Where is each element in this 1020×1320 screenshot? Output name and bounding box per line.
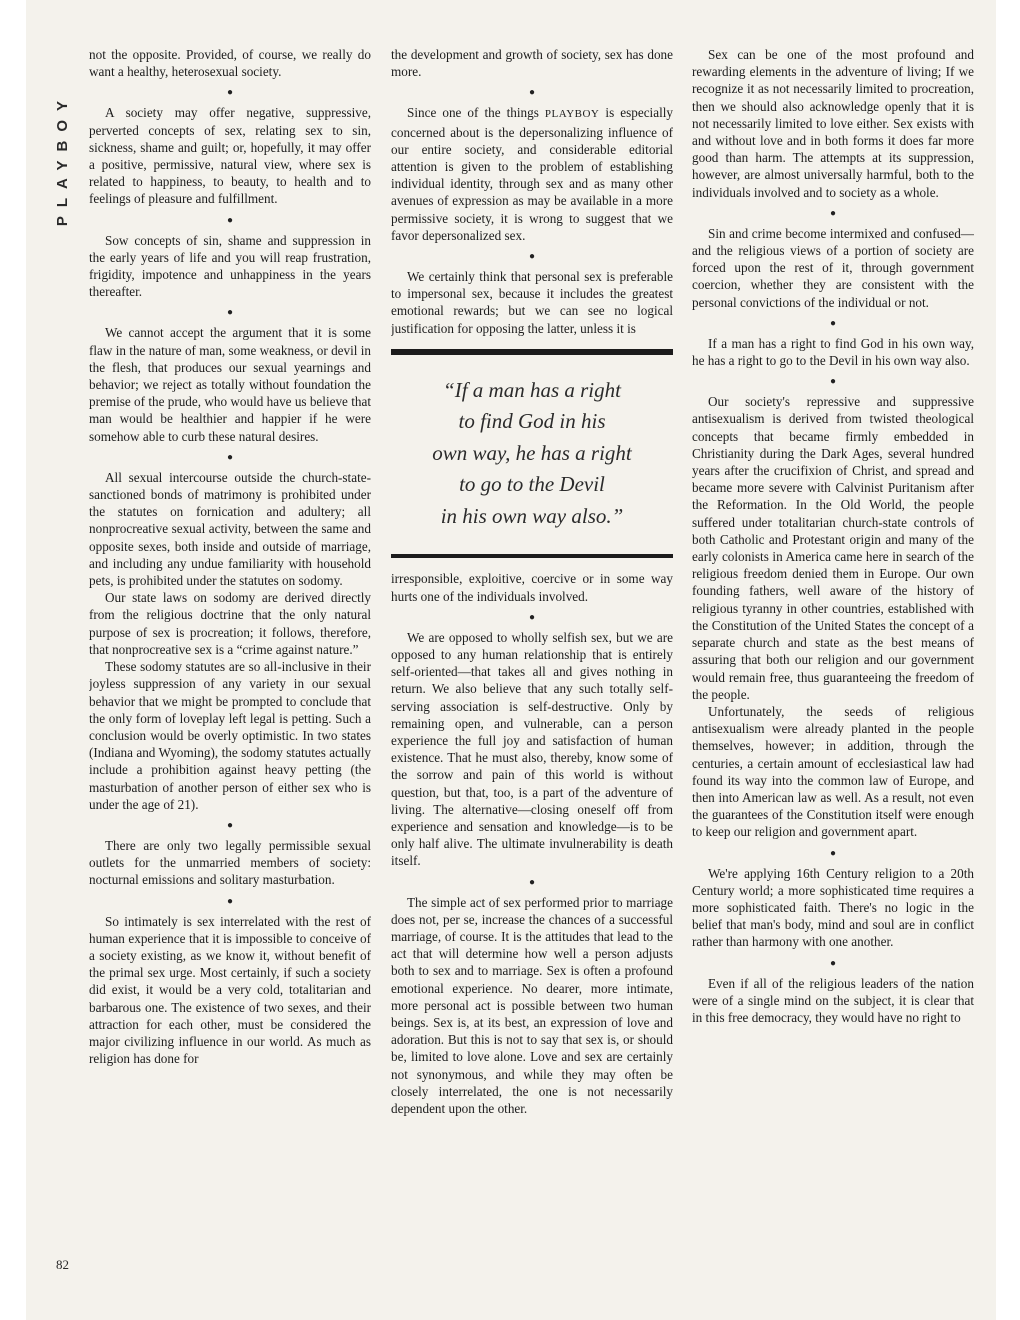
section-bullet: ●	[226, 87, 234, 99]
masthead-text: PLAYBOY	[54, 91, 71, 226]
pull-quote-line: to go to the Devil	[459, 472, 605, 497]
paragraph: We are opposed to wholly selfish sex, but we are opposed to any human relationship that is entirely self-oriented—that takes all and gives nothing in return. We also believe that any such totally self-serving association is self-destructive. Only by remaining open, and vulnerable, can a person experience the full joy and satisfaction of human existence. That he must also, thereby, know some of the sorrow and pain of this world is without question, but that, too, is a part of the adventure of living. The alternative—closing oneself off from experience and sensation and knowledge—is to be only half alive. The ultimate invulnerability is death itself.	[391, 629, 673, 869]
paragraph: Since one of the things PLAYBOY is especially concerned about is the depersonalizing influence of our entire society, and considerable editorial attention is given to the problem of establishing individual identity, through sex and as many other avenues of expression as may be available in a more permissive society, it is wrong to suggest that we favor depersonalized sex.	[391, 105, 673, 243]
section-bullet: ●	[528, 611, 536, 623]
page-number: 82	[56, 1257, 69, 1272]
pull-quote-line: own way, he has a right	[432, 440, 632, 465]
column-3	[692, 46, 974, 1286]
paragraph: The simple act of sex performed prior to marriage does not, per se, increase the chances of a successful marriage, of course. It is the attitudes that lead to the act that will determine how well a person adjusts both to sex and to marriage. Sex is often a profound emotional experience. No dearer, more intimate, more personal act is possible between two human beings. Sex is, at its best, an expression of love and adoration. But this is not to say that sex is, or should be, limited to love alone. Love and sex are certainly not synonymous, and while they may often be closely interrelated, the one is not necessarily dependent upon the other.	[391, 894, 673, 1117]
pull-quote-line: in his own way also.”	[440, 503, 624, 528]
paragraph: not the opposite. Provided, of course, we really do want a healthy, heterosexual society.	[89, 47, 371, 80]
paragraph: irresponsible, exploitive, coercive or in some way hurts one of the individuals involved.	[391, 571, 673, 604]
paragraph: Unfortunately, the seeds of religious antisexualism were already planted in the people themselves, however; in addition, through the centuries, a certain amount of ecclesiastical law had found its way into the common law of Europe, and then into American law as well. As a result, not even the guarantees of the Constitution itself were enough to keep our religion and government apart.	[692, 703, 974, 840]
masthead	[54, 46, 76, 226]
magazine-name: PLAYBOY	[544, 108, 600, 121]
paragraph: There are only two legally permissible sexual outlets for the unmarried members of society: nocturnal emissions and solitary masturbation.	[89, 837, 371, 888]
section-bullet: ●	[829, 207, 837, 219]
paragraph: Sow concepts of sin, shame and suppression in the early years of life and you will reap frustration, frigidity, impotence and unhappiness in the years thereafter.	[89, 232, 371, 300]
column-1	[89, 46, 371, 1286]
section-bullet: ●	[226, 895, 234, 907]
column-2	[391, 46, 673, 1286]
paragraph: A society may offer negative, suppressive, perverted concepts of sex, relating sex to sin, sickness, shame and guilt; or, hopefully, it may offer a positive, permissive, natural view, where sex is related to happiness, to beauty, to health and to feelings of pleasure and fulfillment.	[89, 105, 371, 207]
section-bullet: ●	[528, 876, 536, 888]
paragraph: All sexual intercourse outside the church-state-sanctioned bonds of matrimony is prohibited under the statutes on fornication and adultery; all nonprocreative sexual activity, between the same and opposite sexes, both inside and outside of marriage, and including any undue familiarity with household pets, is prohibited under the statutes on sodomy.	[89, 469, 371, 589]
paragraph: Sex can be one of the most profound and rewarding elements in the adventure of living; If we recognize it as not necessarily limited to procreation, then we should also acknowledge openly that it is not necessarily limited to love either. Sex exists with and without love and in both forms it does far more good than harm. The attempts at its suppression, however, are almost universally harmful, both to the individuals involved and to society as a whole.	[692, 47, 974, 200]
paragraph: Even if all of the religious leaders of the nation were of a single mind on the subject, it is clear that in this free democracy, they would have no right to	[692, 975, 974, 1025]
section-bullet: ●	[528, 251, 536, 263]
section-bullet: ●	[829, 376, 837, 388]
paragraph: We cannot accept the argument that it is some flaw in the nature of man, some weakness, or devil in the flesh, that produces our sexual yearnings and behavior; we reject as totally without foundation the premise of the prude, who would have us believe that man would be healthier and happier if he were somehow able to curb these natural desires.	[89, 325, 371, 444]
paragraph: So intimately is sex interrelated with the rest of human experience that it is impossible to conceive of a society existing, as we know it, without benefit of the primal sex urge. Most certainly, if such a society did exist, it would be a very cold, totalitarian and barbarous one. The existence of two sexes, and their attraction for each other, must be considered the major civilizing influence in our world. As much as religion has done for	[89, 913, 371, 1067]
pull-quote-line: “If a man has a right	[443, 377, 621, 402]
paragraph: These sodomy statutes are so all-inclusive in their joyless suppression of any variety in our sexual behavior that we might be prompted to conclude that the only form of loveplay left legal is petting. Such a conclusion would be overly optimistic. In two states (Indiana and Wyoming), the sodomy statutes actually include a prohibition against heavy petting (the masturbation of another person of either sex who is under the age of 21).	[89, 659, 371, 812]
pull-quote	[391, 349, 673, 559]
paragraph: Our state laws on sodomy are derived directly from the religious doctrine that the only natural purpose of sex is procreation; it follows, therefore, that nonprocreative sex is a “crime against nature.”	[89, 590, 371, 657]
section-bullet: ●	[226, 451, 234, 463]
section-bullet: ●	[829, 317, 837, 329]
paragraph: the development and growth of society, sex has done more.	[391, 47, 673, 80]
paragraph: We're applying 16th Century religion to a 20th Century world; a more sophisticated time requires a more sophisticated faith. There's no logic in the belief that man's body, mind and soul are in conflict rather than harmony with one another.	[692, 865, 974, 950]
pull-quote-line: to find God in his	[458, 409, 606, 434]
section-bullet: ●	[528, 87, 536, 99]
paragraph: If a man has a right to find God in his own way, he has a right to go to the Devil in his own way also.	[692, 335, 974, 369]
section-bullet: ●	[829, 957, 837, 969]
magazine-page	[26, 0, 996, 1320]
paragraph: We certainly think that personal sex is preferable to impersonal sex, because it includes the greatest emotional rewards; but we can see no logical justification for opposing the latter, unless it is	[391, 269, 673, 336]
paragraph: Sin and crime become intermixed and confused—and the religious views of a portion of society are forced upon the rest of it, through government coercion, whether they are consistent with the personal convictions of the individual or not.	[692, 225, 974, 310]
paragraph: Our society's repressive and suppressive antisexualism is derived from twisted theological concepts that became firmly embedded in Christianity during the Dark Ages, several hundred years after the crucifixion of Christ, and spread and became more severe with Calvinist Puritanism after the Reformation. In the Old World, the people suffered under totalitarian church-state controls of both Catholic and Protestant origin and many of the early colonists in America came here in search of the religious freedom denied them in Europe. Our own founding fathers, well aware of the history of religious tyranny in other countries, established with the Constitution of the United States the concept of a separate church and state as the best means of assuring that both our religion and our government would remain free, thus guaranteeing the freedom of the people.	[692, 394, 974, 702]
section-bullet: ●	[226, 819, 234, 831]
section-bullet: ●	[226, 214, 234, 226]
section-bullet: ●	[829, 847, 837, 859]
section-bullet: ●	[226, 307, 234, 319]
